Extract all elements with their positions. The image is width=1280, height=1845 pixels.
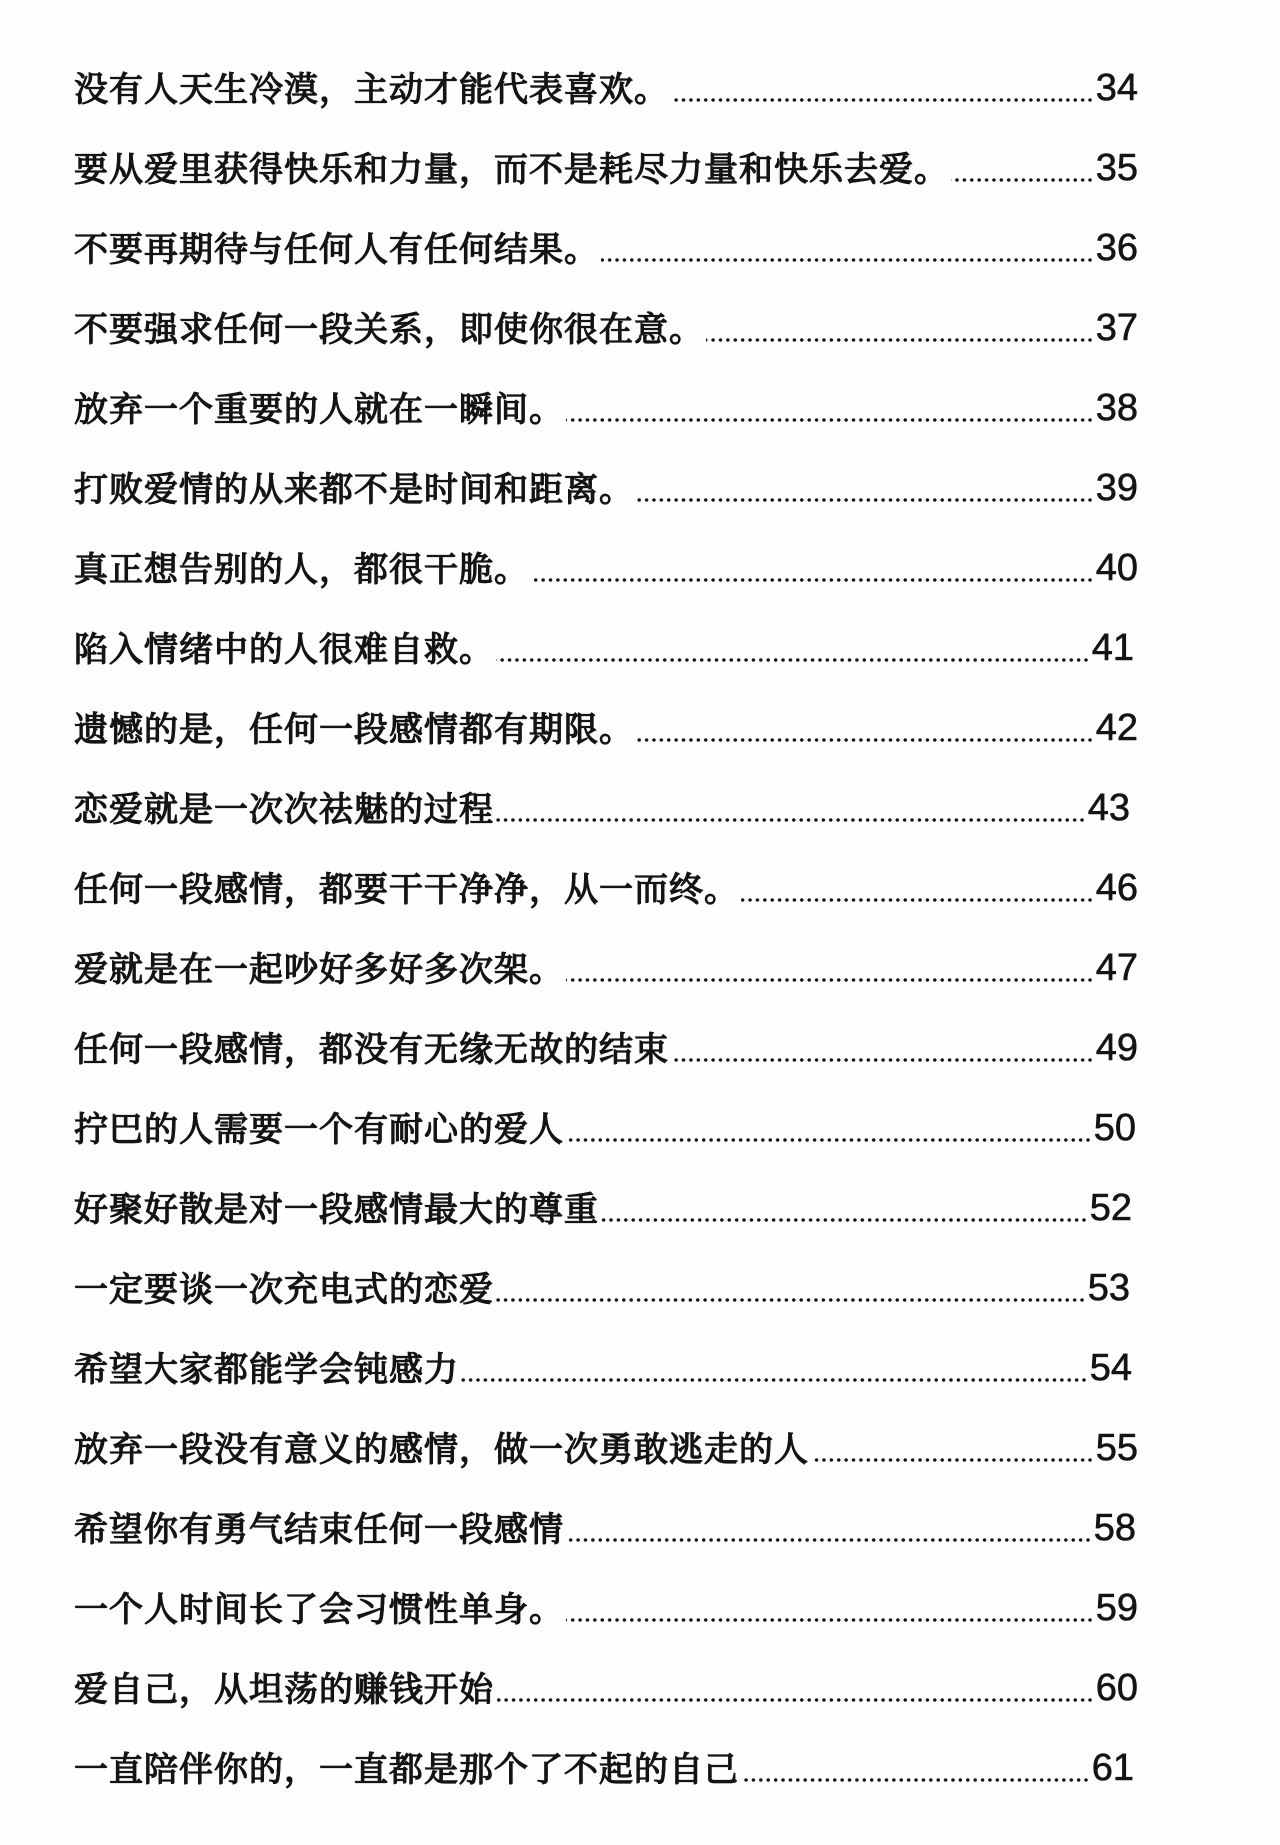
dot-leader: [634, 706, 1096, 754]
toc-entry-title: 陷入情绪中的人很难自救。: [74, 630, 494, 670]
toc-entry-page-number: 36: [1095, 227, 1138, 269]
toc-entry-title: 放弃一个重要的人就在一瞬间。: [74, 390, 564, 430]
dot-leader: [494, 626, 1092, 674]
toc-entry-title: 好聚好散是对一段感情最大的尊重: [74, 1190, 599, 1230]
toc-entry[interactable]: [74, 146, 1138, 194]
toc-entry-title: 爱自己，从坦荡的赚钱开始: [74, 1670, 494, 1710]
toc-entry[interactable]: [74, 1506, 1136, 1554]
dot-leader: [529, 546, 1096, 594]
toc-entry-title: 希望大家都能学会钝感力: [74, 1350, 459, 1390]
dot-leader: [459, 1346, 1090, 1394]
toc-entry-page-number: 46: [1095, 867, 1138, 909]
toc-entry[interactable]: [74, 1266, 1130, 1314]
toc-entry[interactable]: [74, 1346, 1132, 1394]
toc-entry[interactable]: [74, 66, 1138, 114]
toc-entry[interactable]: [74, 1106, 1136, 1154]
toc-entry-page-number: 35: [1095, 147, 1138, 189]
toc-entry-page-number: 54: [1089, 1347, 1132, 1389]
toc-entry-title: 希望你有勇气结束任何一段感情: [74, 1510, 564, 1550]
toc-entry-page-number: 47: [1095, 947, 1138, 989]
toc-entry-page-number: 41: [1091, 627, 1134, 669]
dot-leader: [599, 1186, 1090, 1234]
toc-entry[interactable]: [74, 386, 1138, 434]
toc-entry-page-number: 53: [1087, 1267, 1130, 1309]
dot-leader: [564, 1106, 1094, 1154]
dot-leader: [669, 1026, 1096, 1074]
toc-entry-page-number: 43: [1087, 787, 1130, 829]
dot-leader: [494, 786, 1088, 834]
toc-entry-page-number: 55: [1095, 1427, 1138, 1469]
dot-leader: [494, 1266, 1088, 1314]
dot-leader: [704, 306, 1096, 354]
toc-entry-title: 真正想告别的人，都很干脆。: [74, 550, 529, 590]
dot-leader: [564, 386, 1096, 434]
toc-entry-title: 一定要谈一次充电式的恋爱: [74, 1270, 494, 1310]
toc-entry[interactable]: [74, 1746, 1134, 1794]
dot-leader: [634, 466, 1096, 514]
toc-entry-title: 不要再期待与任何人有任何结果。: [74, 230, 599, 270]
toc-entry-title: 一直陪伴你的，一直都是那个了不起的自己: [74, 1750, 739, 1790]
toc-entry[interactable]: [74, 1026, 1138, 1074]
dot-leader: [494, 1666, 1096, 1714]
dot-leader: [564, 946, 1096, 994]
toc-entry-page-number: 61: [1091, 1747, 1134, 1789]
toc-entry-title: 遗憾的是，任何一段感情都有期限。: [74, 710, 634, 750]
toc-entry-page-number: 37: [1095, 307, 1138, 349]
toc-entry-title: 任何一段感情，都要干干净净，从一而终。: [74, 870, 739, 910]
toc-entry[interactable]: [74, 946, 1138, 994]
toc-entry[interactable]: [74, 1186, 1132, 1234]
dot-leader: [949, 146, 1096, 194]
toc-entry-title: 拧巴的人需要一个有耐心的爱人: [74, 1110, 564, 1150]
toc-entry[interactable]: [74, 466, 1138, 514]
toc-entry[interactable]: [74, 866, 1138, 914]
toc-entry-title: 爱就是在一起吵好多好多次架。: [74, 950, 564, 990]
toc-entry-title: 放弃一段没有意义的感情，做一次勇敢逃走的人: [74, 1430, 809, 1470]
toc-entry-title: 打败爱情的从来都不是时间和距离。: [74, 470, 634, 510]
dot-leader: [564, 1506, 1094, 1554]
dot-leader: [564, 1586, 1096, 1634]
toc-entry-page-number: 60: [1095, 1667, 1138, 1709]
toc-entry[interactable]: [74, 626, 1134, 674]
toc-entry-title: 要从爱里获得快乐和力量，而不是耗尽力量和快乐去爱。: [74, 150, 949, 190]
toc-entry-page-number: 52: [1089, 1187, 1132, 1229]
toc-entry[interactable]: [74, 786, 1130, 834]
toc-entry-page-number: 50: [1093, 1107, 1136, 1149]
toc-entry-title: 没有人天生冷漠，主动才能代表喜欢。: [74, 70, 669, 110]
toc-entry[interactable]: [74, 1666, 1138, 1714]
toc-entry-page-number: 38: [1095, 387, 1138, 429]
toc-entry-title: 任何一段感情，都没有无缘无故的结束: [74, 1030, 669, 1070]
toc-entry-title: 一个人时间长了会习惯性单身。: [74, 1590, 564, 1630]
dot-leader: [669, 66, 1096, 114]
toc-entry-page-number: 42: [1095, 707, 1138, 749]
toc-entry[interactable]: [74, 706, 1138, 754]
toc-entry[interactable]: [74, 546, 1138, 594]
toc-entry-page-number: 59: [1095, 1587, 1138, 1629]
toc-entry[interactable]: [74, 226, 1138, 274]
dot-leader: [739, 1746, 1092, 1794]
toc-entry-title: 恋爱就是一次次祛魅的过程: [74, 790, 494, 830]
toc-entry[interactable]: [74, 1426, 1138, 1474]
toc-entry-title: 不要强求任何一段关系，即使你很在意。: [74, 310, 704, 350]
toc-entry-page-number: 34: [1095, 67, 1138, 109]
dot-leader: [809, 1426, 1096, 1474]
toc-entry[interactable]: [74, 1586, 1138, 1634]
toc-entry-page-number: 40: [1095, 547, 1138, 589]
dot-leader: [739, 866, 1096, 914]
toc-entry-page-number: 58: [1093, 1507, 1136, 1549]
toc-entry-page-number: 39: [1095, 467, 1138, 509]
toc-entry-page-number: 49: [1095, 1027, 1138, 1069]
toc-entry[interactable]: [74, 306, 1138, 354]
dot-leader: [599, 226, 1096, 274]
